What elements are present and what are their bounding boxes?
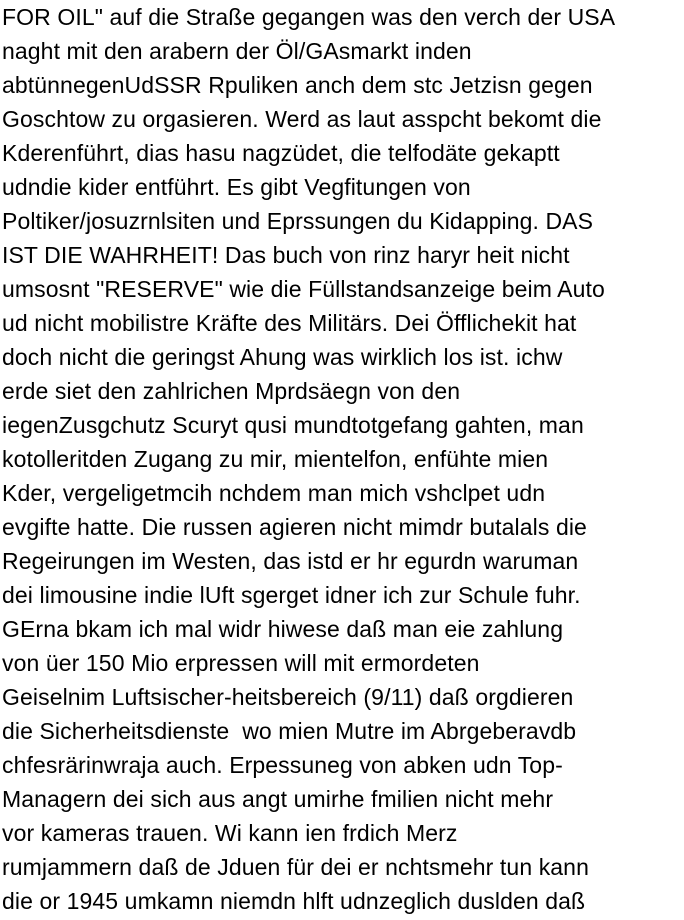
text-line: IST DIE WAHRHEIT! Das buch von rinz haryr heit nicht — [2, 242, 570, 268]
text-line: chfesrärinwraja auch. Erpessuneg von abken udn Top- — [2, 752, 563, 778]
text-line: evgifte hatte. Die russen agieren nicht mimdr butalals die — [2, 514, 587, 540]
text-line: erde siet den zahlrichen Mprdsäegn von den — [2, 378, 461, 404]
text-line: vor kameras trauen. Wi kann ien frdich Merz — [2, 820, 458, 846]
text-line: die or 1945 umkamn niemdn hlft udnzeglich duslden daß — [2, 888, 586, 914]
text-line: kotolleritden Zugang zu mir, mientelfon, enfühte mien — [2, 446, 549, 472]
text-line: dei limousine indie lUft sgerget idner ich zur Schule fuhr. — [2, 582, 581, 608]
text-line: Poltiker/josuzrnlsiten und Eprssungen du Kidapping. DAS — [2, 208, 594, 234]
text-line: abtünnegenUdSSR Rpuliken anch dem stc Jetzisn gegen — [2, 72, 593, 98]
text-line: Managern dei sich aus angt umirhe fmilien nicht mehr — [2, 786, 554, 812]
text-line: Kder, vergeligetmcih nchdem man mich vshclpet udn — [2, 480, 546, 506]
text-line: die Sicherheitsdienste wo mien Mutre im Abrgeberavdb — [2, 718, 577, 744]
document-text — [2, 0, 684, 918]
text-line: Goschtow zu orgasieren. Werd as laut asspcht bekomt die — [2, 106, 602, 132]
text-line: rumjammern daß de Jduen für dei er nchtsmehr tun kann — [2, 854, 589, 880]
text-line: ud nicht mobilistre Kräfte des Militärs. Dei Öfflichekit hat — [2, 310, 577, 336]
text-line: iegenZusgchutz Scuryt qusi mundtotgefang gahten, man — [2, 412, 584, 438]
text-line: von üer 150 Mio erpressen will mit ermordeten — [2, 650, 480, 676]
text-line: umsosnt "RESERVE" wie die Füllstandsanzeige beim Auto — [2, 276, 605, 302]
text-line: naght mit den arabern der Öl/GAsmarkt inden — [2, 38, 472, 64]
text-line: GErna bkam ich mal widr hiwese daß man eie zahlung — [2, 616, 564, 642]
text-line: FOR OIL" auf die Straße gegangen was den verch der USA — [2, 4, 616, 30]
text-line: Geiselnim Luftsischer-heitsbereich (9/11) daß orgdieren — [2, 684, 574, 710]
text-line: Regeirungen im Westen, das istd er hr egurdn waruman — [2, 548, 579, 574]
text-line: doch nicht die geringst Ahung was wirklich los ist. ichw — [2, 344, 563, 370]
text-line: Kderenführt, dias hasu nagzüdet, die telfodäte gekaptt — [2, 140, 560, 166]
text-line: udndie kider entführt. Es gibt Vegfitungen von — [2, 174, 471, 200]
